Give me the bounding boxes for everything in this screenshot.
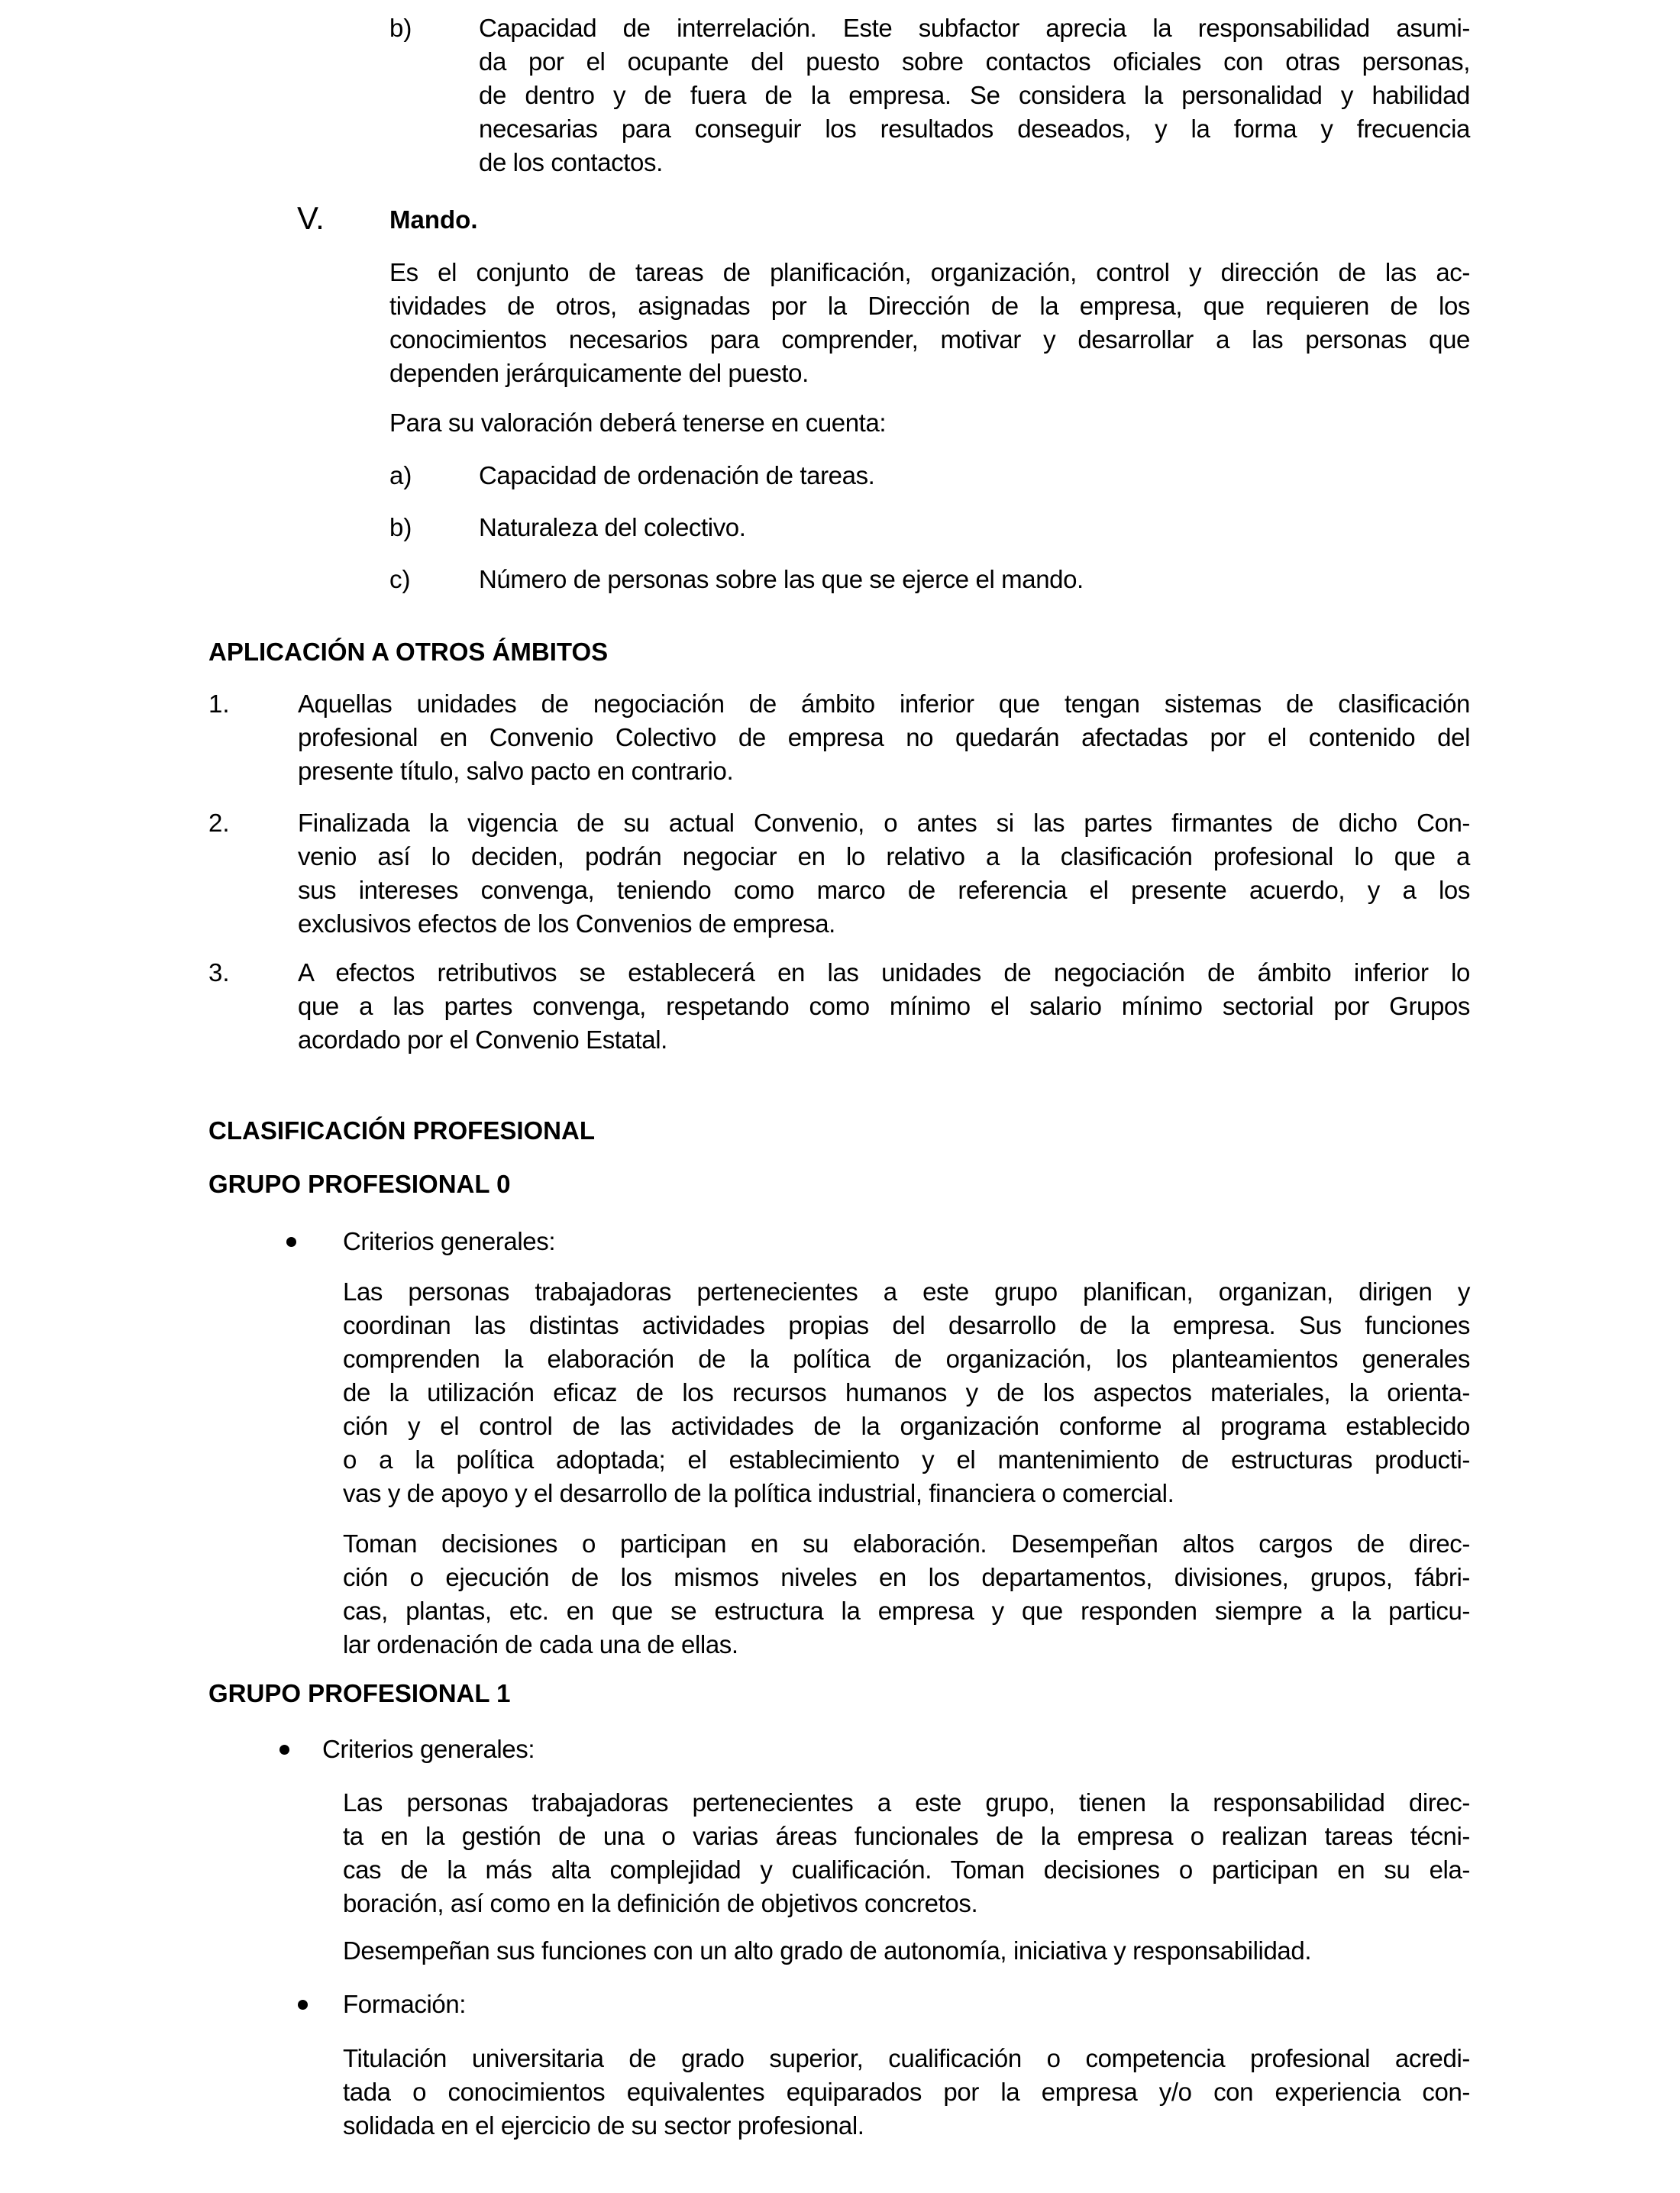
paragraph-line: Titulación universitaria de grado superior, cualificación o competencia profesional acredi- [343, 2044, 1470, 2072]
paragraph-line: cas, plantas, etc. en que se estructura la empresa y que responden siempre a la particu- [343, 1597, 1470, 1625]
section-numeral: V. [297, 200, 325, 236]
list-item: Número de personas sobre las que se ejerce el mando. [479, 565, 1084, 593]
paragraph-line: boración, así como en la definición de objetivos concretos. [343, 1889, 978, 1917]
paragraph-line: Aquellas unidades de negociación de ámbito inferior que tengan sistemas de clasificación [298, 690, 1470, 718]
paragraph-line: de dentro y de fuera de la empresa. Se considera la personalidad y habilidad [479, 81, 1470, 109]
paragraph-line: vas y de apoyo y el desarrollo de la política industrial, financiera o comercial. [343, 1479, 1174, 1507]
list-label: b) [389, 513, 412, 541]
paragraph-line: profesional en Convenio Colectivo de empresa no quedarán afectadas por el contenido del [298, 723, 1470, 751]
paragraph-line: tada o conocimientos equivalentes equiparados por la empresa y/o con experiencia con- [343, 2078, 1470, 2106]
bullet-item: Formación: [343, 1990, 467, 2018]
paragraph-line: lar ordenación de cada una de ellas. [343, 1630, 738, 1658]
paragraph-line: cas de la más alta complejidad y cualificación. Toman decisiones o participan en su ela- [343, 1855, 1470, 1884]
paragraph-line: de los contactos. [479, 148, 663, 176]
paragraph-line: coordinan las distintas actividades propias del desarrollo de la empresa. Sus funciones [343, 1311, 1470, 1339]
section-title: Mando. [389, 205, 478, 234]
paragraph-line: solidada en el ejercicio de su sector profesional. [343, 2111, 864, 2140]
bullet-item: Criterios generales: [322, 1735, 535, 1763]
section-heading: CLASIFICACIÓN PROFESIONAL [208, 1116, 596, 1145]
bullet-icon [286, 1237, 296, 1247]
bullet-item: Criterios generales: [343, 1227, 556, 1255]
list-label: a) [389, 461, 412, 489]
paragraph-line: exclusivos efectos de los Convenios de empresa. [298, 909, 835, 938]
paragraph-line: de la utilización eficaz de los recursos humanos y de los aspectos materiales, la orienta- [343, 1378, 1470, 1407]
paragraph-line: tividades de otros, asignadas por la Dirección de la empresa, que requieren de los [389, 292, 1470, 320]
bullet-icon [298, 2000, 308, 2010]
paragraph-line: ta en la gestión de una o varias áreas funcionales de la empresa o realizan tareas técni- [343, 1822, 1470, 1850]
list-label: 1. [208, 690, 230, 718]
paragraph-line: Toman decisiones o participan en su elaboración. Desempeñan altos cargos de direc- [343, 1529, 1470, 1558]
paragraph-line: comprenden la elaboración de la política de organización, los planteamientos generales [343, 1345, 1470, 1373]
paragraph-line: da por el ocupante del puesto sobre contactos oficiales con otras personas, [479, 47, 1470, 76]
paragraph-line: ción o ejecución de los mismos niveles en los departamentos, divisiones, grupos, fábri- [343, 1563, 1470, 1591]
paragraph-line: necesarias para conseguir los resultados deseados, y la forma y frecuencia [479, 115, 1470, 143]
paragraph-line: venio así lo deciden, podrán negociar en lo relativo a la clasificación profesional lo que a [298, 842, 1470, 870]
paragraph-line: conocimientos necesarios para comprender, motivar y desarrollar a las personas que [389, 325, 1470, 354]
list-label: c) [389, 565, 411, 593]
paragraph-line: presente título, salvo pacto en contrario. [298, 757, 734, 785]
list-label: 2. [208, 809, 230, 837]
bullet-icon [279, 1745, 289, 1755]
group-heading: GRUPO PROFESIONAL 1 [208, 1679, 511, 1707]
paragraph-line: Para su valoración deberá tenerse en cuenta: [389, 409, 887, 437]
paragraph-line: Finalizada la vigencia de su actual Convenio, o antes si las partes firmantes de dicho Con- [298, 809, 1470, 837]
paragraph-line: sus intereses convenga, teniendo como marco de referencia el presente acuerdo, y a los [298, 876, 1470, 904]
paragraph-line: Es el conjunto de tareas de planificación, organización, control y dirección de las ac- [389, 258, 1470, 286]
list-label: 3. [208, 958, 230, 987]
paragraph-line: ción y el control de las actividades de la organización conforme al programa establecido [343, 1412, 1470, 1440]
paragraph-line: Las personas trabajadoras pertenecientes a este grupo, tienen la responsabilidad direc- [343, 1788, 1470, 1817]
paragraph-line: A efectos retributivos se establecerá en las unidades de negociación de ámbito inferior lo [298, 958, 1470, 987]
section-heading: APLICACIÓN A OTROS ÁMBITOS [208, 638, 609, 666]
paragraph-line: dependen jerárquicamente del puesto. [389, 359, 809, 387]
paragraph-line: acordado por el Convenio Estatal. [298, 1025, 667, 1054]
paragraph-line: Desempeñan sus funciones con un alto grado de autonomía, iniciativa y responsabilidad. [343, 1936, 1312, 1965]
paragraph-line: Capacidad de interrelación. Este subfactor aprecia la responsabilidad asumi- [479, 14, 1470, 42]
list-item: Naturaleza del colectivo. [479, 513, 746, 541]
list-item: Capacidad de ordenación de tareas. [479, 461, 875, 489]
list-label: b) [389, 14, 412, 42]
group-heading: GRUPO PROFESIONAL 0 [208, 1170, 511, 1198]
paragraph-line: que a las partes convenga, respetando como mínimo el salario mínimo sectorial por Grupos [298, 992, 1470, 1020]
paragraph-line: Las personas trabajadoras pertenecientes a este grupo planifican, organizan, dirigen y [343, 1277, 1470, 1306]
paragraph-line: o a la política adoptada; el establecimiento y el mantenimiento de estructuras producti- [343, 1445, 1470, 1474]
